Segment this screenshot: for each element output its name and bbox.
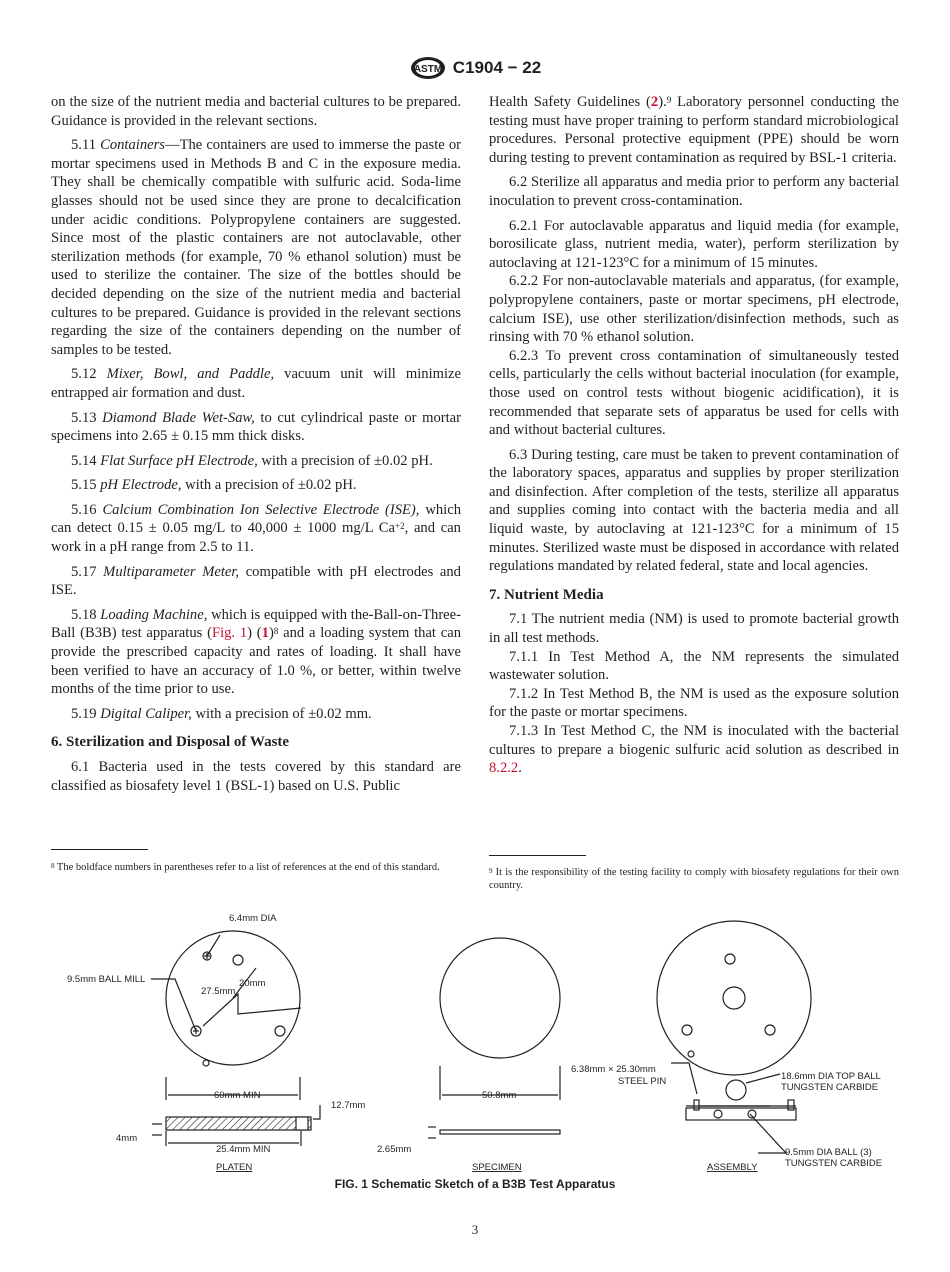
section-5-11: 5.11 Containers—The containers are used to immerse the paste or mortar specimens used in Methods B and C in the exposure media. They shall be chemically compatible with sulfuric acid. Soda-lime glasses should not be used since they are prone to decalcification under acidic conditions. Polypropylene containers are suggested. Since most of the plastic containers are not autoclavable, other sterilization methods (for example, 70 % ethanol solution) must be used to sterilize the container. The size of the bottles should be decided depending on the size of the nutrient media and bacterial cultures to be prepared. Guidance is provided in the relevant sections regarding the size of the containers depending on the number of samples to be tested. <box>51 137 461 358</box>
section-7-1-1: 7.1.1 In Test Method A, the NM represents the simulated wastewater solution. <box>489 648 899 684</box>
assembly-ball <box>726 1080 746 1100</box>
label-assembly: ASSEMBLY <box>707 1162 758 1173</box>
specimen-side <box>440 1130 560 1134</box>
section-link[interactable]: 8.2.2 <box>489 760 519 777</box>
left-column <box>51 93 461 801</box>
footnote-rule <box>51 849 148 850</box>
section-5-14: 5.14 Flat Surface pH Electrode, with a precision of ±0.02 pH. <box>71 452 433 469</box>
assembly-base <box>686 1108 796 1120</box>
section-5-16: 5.16 Calcium Combination Ion Selective Electrode (ISE), which can detect 0.15 ± 0.05 mg/L to 40,000 ± 1000 mg/L $Ca^{+2}$, and can work in a pH range from 2.5 to 11. <box>51 501 461 556</box>
label-r20: 20mm <box>239 978 266 989</box>
label-balls-b: TUNGSTEN CARBIDE <box>785 1158 883 1169</box>
section-5-19: 5.19 Digital Caliper, with a precision of ±0.02 mm. <box>71 705 372 722</box>
specimen-disc <box>440 938 560 1058</box>
footnote-8: $^8$ The boldface numbers in parentheses refer to a list of references at the end of this standard. <box>51 862 440 873</box>
page-number: 3 <box>471 1222 479 1237</box>
footnote-rule <box>489 855 586 856</box>
label-platen: PLATEN <box>216 1162 253 1173</box>
right-column <box>489 93 899 784</box>
page-header <box>0 56 950 85</box>
figure-b3b-apparatus <box>67 906 886 1176</box>
svg-text:ASTM: ASTM <box>413 64 442 75</box>
platen-hole <box>275 1026 285 1036</box>
figure-caption: FIG. 1 Schematic Sketch of a B3B Test Apparatus <box>334 1177 616 1191</box>
label-60mm: 60mm MIN <box>214 1090 261 1101</box>
section-6-3: 6.3 During testing, care must be taken to prevent contamination of the laboratory spaces, apparatus and supplies by proper sterilization and disinfection. After completion of the tests, sterilize all apparatus and supplies coming into contact with the bacteria media and all liquid waste, by autoclaving at 121-123°C for a minimum of 15 minutes. Sterilized waste must be disposed in accordance with related regulations mandated by related federal, state and local agencies. <box>489 446 899 575</box>
section-6-2: 6.2 Sterilize all apparatus and media prior to perform any bacterial inoculation to prevent cross-contamination. <box>489 174 899 209</box>
label-25-4: 25.4mm MIN <box>216 1144 271 1155</box>
label-top-ball-b: TUNGSTEN CARBIDE <box>781 1082 879 1093</box>
label-2-65: 2.65mm <box>377 1144 412 1155</box>
figure-link[interactable]: Fig. 1 <box>211 625 248 642</box>
document-id: C1904 − 22 <box>452 58 542 77</box>
section-7-1: 7.1 The nutrient media (NM) is used to promote bacterial growth in all test methods. <box>489 611 899 647</box>
section-5-15: 5.15 pH Electrode, with a precision of ±0.02 pH. <box>71 477 357 494</box>
label-pin-b: STEEL PIN <box>618 1076 667 1087</box>
section-heading: 7. Nutrient Media <box>489 586 604 603</box>
label-pin-a: 6.38mm × 25.30mm <box>571 1064 656 1075</box>
section-5-13: 5.13 Diamond Blade Wet-Saw, to cut cylindrical paste or mortar specimens into 2.65 ± 0.15 mm thick disks. <box>51 409 462 445</box>
assembly-disc <box>657 921 811 1075</box>
section-5-18-loading: 5.18 Loading Machine, which is equipped with the-Ball-on-Three-Ball (B3B) test apparatus (Fig. 1) $(1)^8$ and a loading system that can provide the prescribed capacity and rates of loading. It shall have been verified to have an accuracy of 1.0 %, or better, within twelve months of the time prior to use. <box>51 606 462 698</box>
astm-logo <box>409 56 447 80</box>
label-hole-dia: 6.4mm DIA <box>229 913 277 924</box>
section-5-18: 5.17 Multiparameter Meter, compatible with pH electrodes and ISE. <box>51 563 461 599</box>
label-r275: 27.5mm <box>201 986 236 997</box>
platen-hole <box>233 955 243 965</box>
label-balls-a: 9.5mm DIA BALL (3) <box>785 1147 872 1158</box>
label-12-7: 12.7mm <box>331 1100 366 1111</box>
label-50-8: 50.8mm <box>482 1090 517 1101</box>
label-4mm: 4mm <box>116 1133 138 1144</box>
section-heading: 6. Sterilization and Disposal of Waste <box>51 734 290 751</box>
reference-link[interactable]: 1 <box>261 625 269 642</box>
label-ball-mill: 9.5mm BALL MILL <box>67 974 146 985</box>
paragraph: on the size of the nutrient media and bacterial cultures to be prepared. Guidance is provided in the relevant sections. <box>51 94 461 129</box>
label-top-ball-a: 18.6mm DIA TOP BALL <box>781 1071 881 1082</box>
section-6-1: 6.1 Bacteria used in the tests covered by this standard are classified as biosafety level 1 (BSL-1) based on U.S. Public <box>51 759 461 794</box>
label-specimen: SPECIMEN <box>472 1162 522 1173</box>
platen-hole <box>203 1060 209 1066</box>
reference-link[interactable]: 2 <box>650 94 659 110</box>
footnote-9: $^9$ It is the responsibility of the testing facility to comply with biosafety regulations for their own country. <box>489 867 899 891</box>
paragraph: Health Safety Guidelines (2).$^9$ Laboratory personnel conducting the testing must have proper training to perform standard microbiological procedures. Personal protective equipment (PPE) should be worn during testing to prevent contamination as required by BSL-1 criteria. <box>489 94 899 166</box>
section-5-12: 5.12 Mixer, Bowl, and Paddle, vacuum unit will minimize entrapped air formation and dust. <box>51 366 461 401</box>
section-7-1-3: 7.1.3 In Test Method C, the NM is inoculated with the bacterial cultures to prepare a biogenic sulfuric acid solution as described in 8.2.2. <box>489 723 899 777</box>
section-6-2-1: 6.2.1 For autoclavable apparatus and liquid media (for example, borosilicate glass, nutrient media, water), perform sterilization by autoclaving at 121-123°C for a minimum of 15 minutes. <box>489 217 899 271</box>
assembly-top-ball <box>723 987 745 1009</box>
section-7-1-2: 7.1.2 In Test Method B, the NM is used as the exposure solution for the paste or mortar specimens. <box>489 685 899 721</box>
section-6-2-2: 6.2.2 For non-autoclavable materials and apparatus, (for example, polypropylene containers, paste or mortar specimens, pH electrode, calcium ISE), use other sterilization/disinfection methods, such as rinsing with 70 % ethanol solution. <box>489 273 899 346</box>
section-6-2-3: 6.2.3 To prevent cross contamination of simultaneously tested cells, particularly the cells without bacterial inoculation (for example, those used on control tests without biogenic acidification), it is recommended that separate sets of apparatus be used for cells with and without bacterial cultures. <box>489 347 899 439</box>
